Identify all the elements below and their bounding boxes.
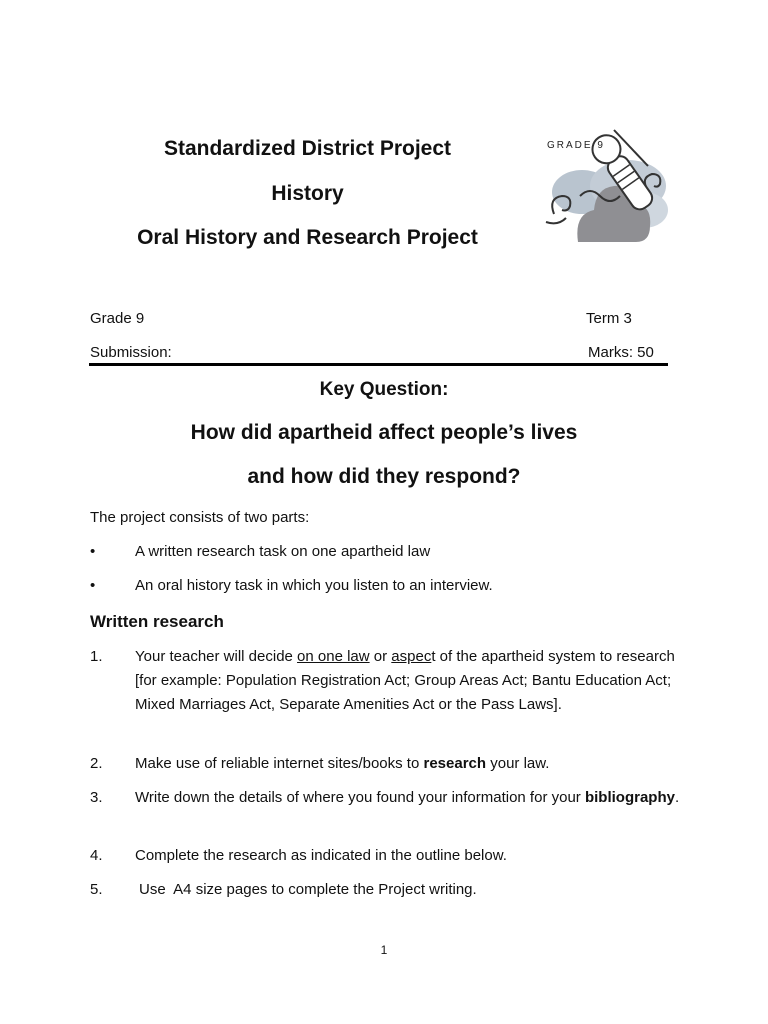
bullet-item: An oral history task in which you listen to an interview. [135,577,493,594]
underlined-text: on one law [297,648,370,665]
bullet-item: A written research task on one apartheid law [135,543,431,560]
list-number: 1. [90,648,103,665]
list-item: Write down the details of where you found your information for your bibliography. [135,789,680,806]
bullet-icon: • [90,577,96,594]
bullet-icon: • [90,543,96,560]
subject-title: History [271,182,344,205]
list-number: 5. [90,881,103,898]
intro-text: The project consists of two parts: [90,509,310,526]
grade-label: Grade 9 [90,310,145,327]
list-number: 3. [90,789,103,806]
bold-text: bibliography [584,789,675,806]
grade-9-microphone-logo [544,126,672,244]
list-number: 4. [90,847,103,864]
list-number: 2. [90,755,103,772]
key-question-line-2: and how did they respond? [247,465,521,488]
bold-text: research [423,755,487,772]
project-title: Oral History and Research Project [137,226,478,249]
key-question-label: Key Question: [319,379,449,400]
list-item: Your teacher will decide on one law or aspect of the apartheid system to research [for example: Population Registration Act; Group Areas Act; Bantu Education Act; Mixed Marriages Act, Separate Amenities Act or the Pass Laws]. [135,648,675,713]
key-question-line-1: How did apartheid affect people’s lives [190,421,578,444]
list-item: Complete the research as indicated in the outline below. [135,847,507,864]
marks-label: Marks: 50 [588,344,654,361]
list-item: Make use of reliable internet sites/books to research your law. [135,755,550,772]
document-title: Standardized District Project [163,137,452,160]
list-item: Use A4 size pages to complete the Project writing. [139,881,477,898]
written-research-heading: Written research [90,612,224,631]
logo-grade-text: GRADE 9 [547,140,605,151]
term-label: Term 3 [586,310,632,327]
horizontal-rule [89,363,668,366]
submission-label: Submission: [90,344,172,361]
page-number: 1 [380,943,388,957]
underlined-text: aspec [391,648,432,665]
